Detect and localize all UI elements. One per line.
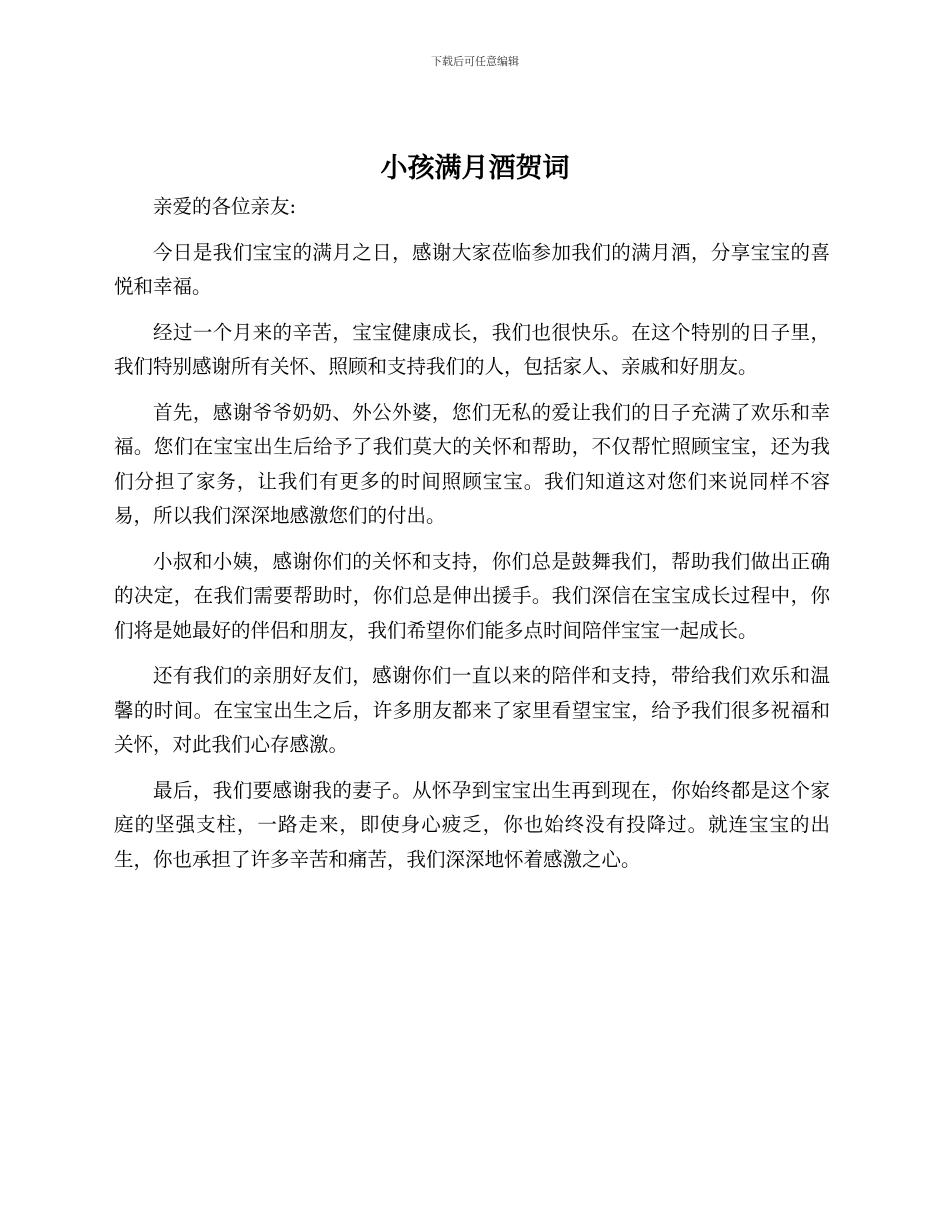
paragraph-6: 最后，我们要感谢我的妻子。从怀孕到宝宝出生再到现在，你始终都是这个家庭的坚强支柱，一路走来，即使身心疲乏，你也始终没有投降过。就连宝宝的出生，你也承担了许多辛苦和痛苦，我们深深地怀着感激之心。 xyxy=(114,778,830,871)
document-title: 小孩满月酒贺词 xyxy=(380,153,570,184)
document-body xyxy=(114,190,830,888)
header-note: 下载后可任意编辑 xyxy=(431,55,519,68)
paragraph-1: 今日是我们宝宝的满月之日，感谢大家莅临参加我们的满月酒，分享宝宝的喜悦和幸福。 xyxy=(114,240,830,298)
paragraph-2: 经过一个月来的辛苦，宝宝健康成长，我们也很快乐。在这个特别的日子里，我们特别感谢所有关怀、照顾和支持我们的人，包括家人、亲戚和好朋友。 xyxy=(114,320,830,378)
paragraph-3: 首先，感谢爷爷奶奶、外公外婆，您们无私的爱让我们的日子充满了欢乐和幸福。您们在宝宝出生后给予了我们莫大的关怀和帮助，不仅帮忙照顾宝宝，还为我们分担了家务，让我们有更多的时间照顾宝宝。我们知道这对您们来说同样不容易，所以我们深深地感激您们的付出。 xyxy=(114,400,830,527)
paragraph-4: 小叔和小姨，感谢你们的关怀和支持，你们总是鼓舞我们，帮助我们做出正确的决定，在我们需要帮助时，你们总是伸出援手。我们深信在宝宝成长过程中，你们将是她最好的伴侣和朋友，我们希望你们能多点时间陪伴宝宝一起成长。 xyxy=(114,549,830,642)
paragraph-5: 还有我们的亲朋好友们，感谢你们一直以来的陪伴和支持，带给我们欢乐和温馨的时间。在宝宝出生之后，许多朋友都来了家里看望宝宝，给予我们很多祝福和关怀，对此我们心存感激。 xyxy=(114,664,830,756)
salutation: 亲爱的各位亲友: xyxy=(153,195,297,218)
